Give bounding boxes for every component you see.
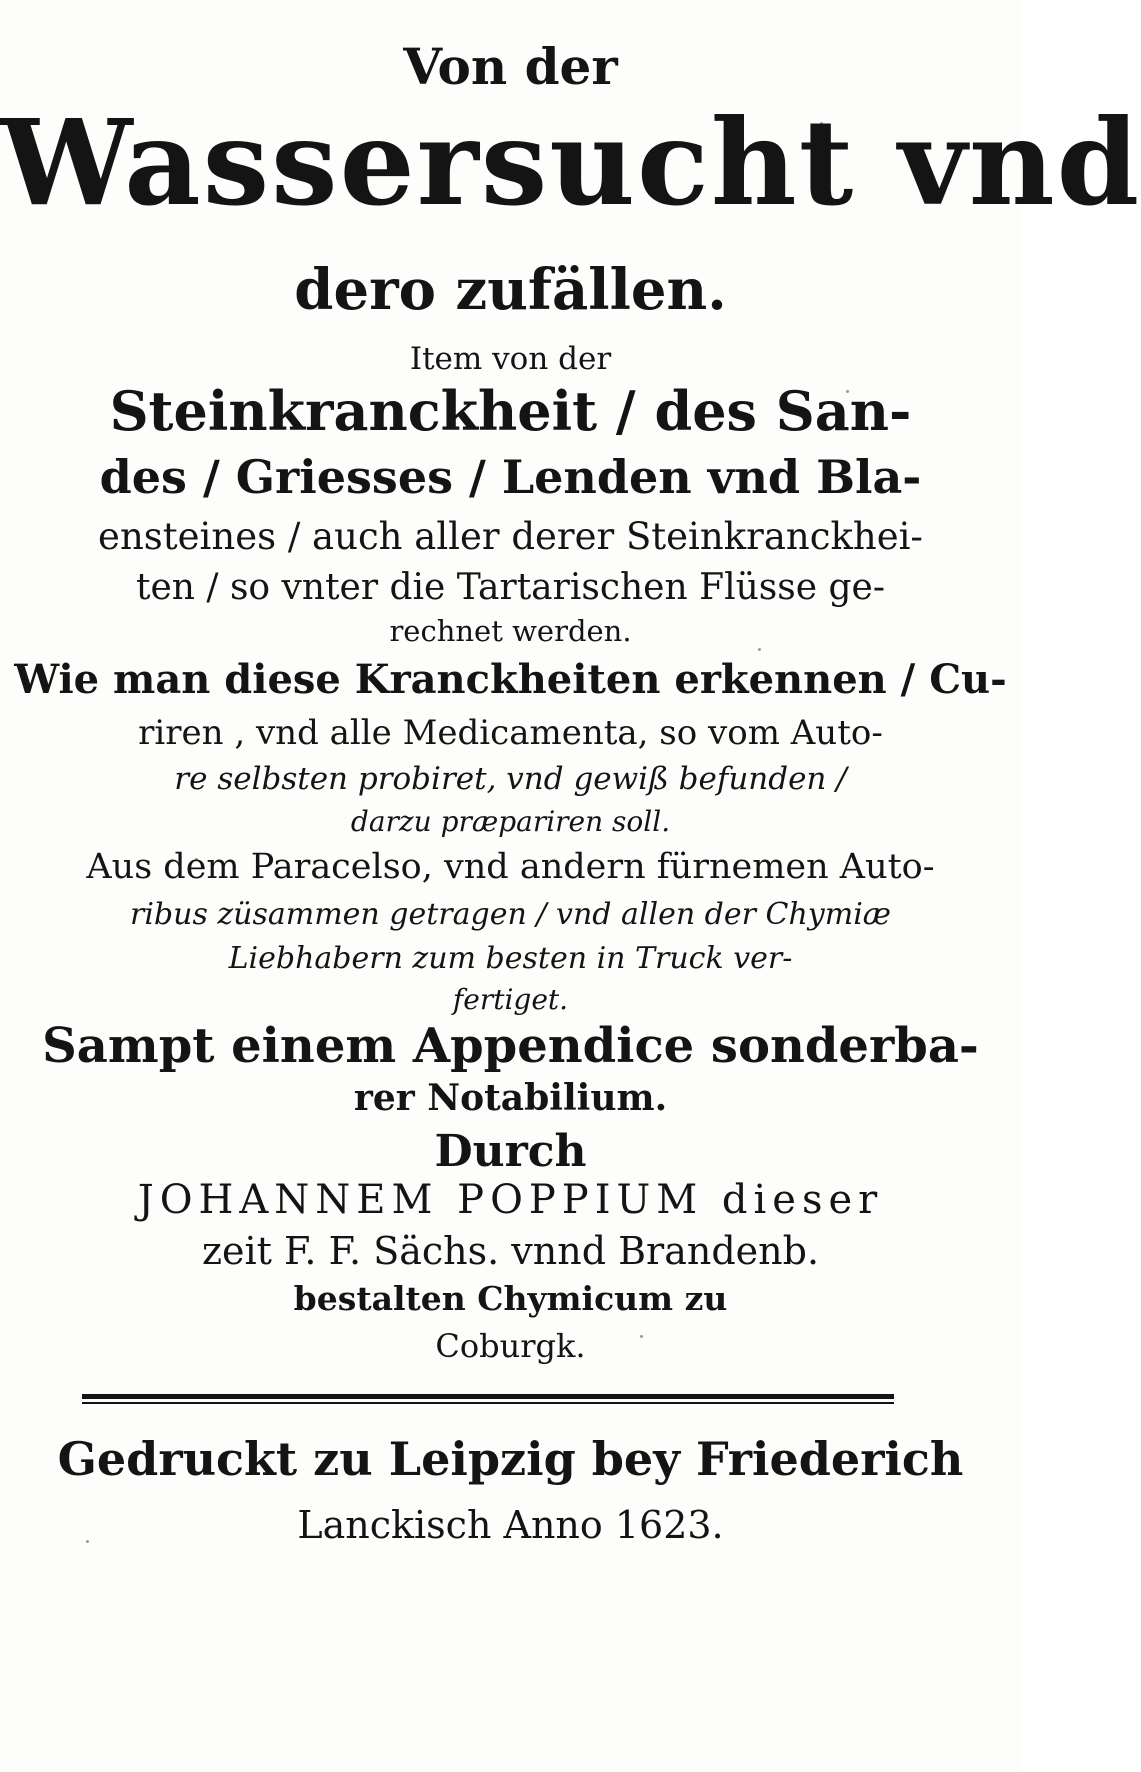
title-line-curiren: riren , vnd alle Medicamenta, so vom Auto-	[138, 713, 883, 753]
imprint-divider-rule-thin	[82, 1402, 894, 1404]
title-line-fertiget: fertiget.	[452, 983, 569, 1016]
title-line-ensteines: ensteines / auch aller derer Steinkranckhei-	[98, 515, 923, 558]
title-line-durch: Durch	[434, 1126, 587, 1177]
imprint-year-line: Lanckisch Anno 1623.	[297, 1503, 724, 1547]
title-line-paracelso: Aus dem Paracelso, vnd andern fürnemen Auto-	[86, 847, 935, 887]
author-office-line: bestalten Chymicum zu	[293, 1279, 728, 1318]
title-line-item-von-der: Item von der	[409, 341, 612, 377]
author-title-line: zeit F. F. Sächs. vnnd Brandenb.	[201, 1229, 820, 1273]
title-line-notabilium: rer Notabilium.	[353, 1077, 668, 1119]
title-line-dero-zufaellen: dero zufällen.	[294, 257, 727, 323]
title-line-liebhabern: Liebhabern zum besten in Truck ver-	[228, 941, 793, 976]
author-name-line: JOHANNEM POPPIUM dieser	[137, 1177, 884, 1223]
title-line-praepariren: darzu præpariren soll.	[350, 805, 671, 838]
title-line-wassersucht: Wassersucht vnd	[0, 93, 1141, 232]
title-line-von-der: Von der	[403, 37, 618, 96]
title-line-tartarischen: ten / so vnter die Tartarischen Flüsse ge-	[135, 567, 885, 608]
title-line-rechnet-werden: rechnet werden.	[389, 614, 632, 648]
title-line-griesses: des / Griesses / Lenden vnd Bla-	[99, 450, 922, 504]
title-line-steinkranckheit: Steinkranckheit / des San-	[109, 379, 912, 443]
author-place-line: Coburgk.	[435, 1327, 586, 1365]
title-line-probiret: re selbsten probiret, vnd gewiß befunden /	[174, 761, 847, 797]
scan-speck	[758, 648, 761, 651]
imprint-printer-line: Gedruckt zu Leipzig bey Friederich	[57, 1432, 964, 1486]
title-line-wie-man: Wie man diese Kranckheiten erkennen / Cu-	[14, 656, 1007, 703]
title-line-appendice: Sampt einem Appendice sonderba-	[42, 1018, 979, 1074]
title-line-zusammen-getragen: ribus züsammen getragen / vnd allen der Chymiæ	[129, 897, 891, 932]
imprint-divider-rule	[82, 1394, 894, 1399]
